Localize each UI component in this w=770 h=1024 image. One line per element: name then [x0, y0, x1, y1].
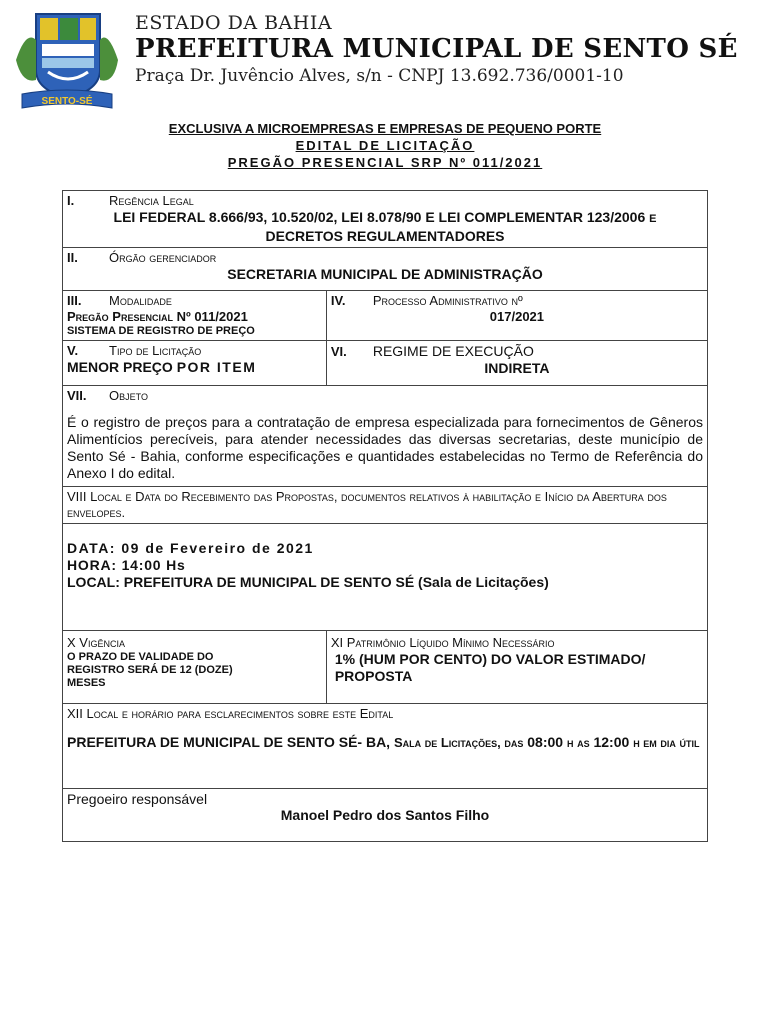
value-tipo-licitacao: MENOR PREÇO POR ITEM	[67, 359, 257, 375]
label-orgao-gerenciador: Órgão gerenciador	[109, 250, 217, 265]
label-patrimonio: XI Patrimônio Líquido Mínimo Necessário	[330, 635, 555, 650]
value-pregoeiro: Manoel Pedro dos Santos Filho	[280, 807, 490, 823]
document-titles	[0, 120, 770, 171]
label-modalidade: Modalidade	[109, 293, 172, 308]
cell-patrimonio	[326, 631, 707, 704]
label-tipo-licitacao: Tipo de Licitação	[109, 343, 202, 358]
cell-regime-execucao: VI. REGIME DE EXECUÇÃO INDIRETA	[326, 341, 707, 386]
value-regime-execucao: INDIRETA	[484, 360, 550, 376]
municipal-coat-of-arms-logo	[8, 10, 126, 112]
cell-processo-administrativo: IV. Processo Administrativo nº 017/2021	[326, 291, 707, 341]
value-esclarecimentos: PREFEITURA DE MUNICIPAL DE SENTO SÉ- BA, Sala de Licitações, das 08:00 h as 12:00 h em dia útil	[67, 734, 700, 750]
value-local: LOCAL: PREFEITURA DE MUNICIPAL DE SENTO SÉ (Sala de Licitações)	[67, 574, 549, 590]
row-orgao-gerenciador: II. Órgão gerenciador SECRETARIA MUNICIPAL DE ADMINISTRAÇÃO	[63, 248, 708, 291]
row-modalidade-processo	[63, 291, 708, 341]
row-esclarecimentos	[63, 704, 708, 789]
title-edital: EDITAL DE LICITAÇÃO	[295, 138, 475, 153]
value-processo: 017/2021	[489, 309, 545, 324]
label-objeto: Objeto	[109, 388, 148, 403]
value-vigencia: O PRAZO DE VALIDADE DO REGISTRO SERÁ DE 12 (DOZE) MESES	[67, 651, 233, 689]
label-local-data: VIII Local e Data do Recebimento das Propostas, documentos relativos à habilitação e Início da Abertura dos envelopes.	[67, 489, 667, 520]
svg-text:SENTO-SÉ: SENTO-SÉ	[41, 96, 93, 107]
row-local-data-label	[63, 487, 708, 524]
value-regencia-legal: LEI FEDERAL 8.666/93, 10.520/02, LEI 8.078/90 E LEI COMPLEMENTAR 123/2006 E DECRETOS REGULAMENTADORES	[113, 209, 657, 244]
header-address: Praça Dr. Juvêncio Alves, s/n - CNPJ 13.692.736/0001-10	[135, 66, 624, 86]
document-header	[0, 0, 770, 115]
label-regencia-legal: Regência Legal	[109, 193, 194, 208]
label-processo: Processo Administrativo nº	[372, 293, 523, 308]
label-regime-execucao: REGIME DE EXECUÇÃO	[372, 343, 534, 359]
value-patrimonio: 1% (HUM POR CENTO) DO VALOR ESTIMADO/ PROPOSTA	[334, 651, 646, 684]
label-pregoeiro: Pregoeiro responsável	[67, 791, 208, 807]
label-esclarecimentos: XII Local e horário para esclarecimentos sobre este Edital	[67, 706, 394, 721]
value-sistema-registro: SISTEMA DE REGISTRO DE PREÇO	[67, 325, 255, 337]
value-orgao-gerenciador: SECRETARIA MUNICIPAL DE ADMINISTRAÇÃO	[227, 266, 543, 282]
cell-tipo-licitacao: V. Tipo de Licitação MENOR PREÇO POR ITEM	[63, 341, 327, 386]
value-hora: HORA: 14:00 Hs	[67, 557, 186, 573]
row-local-data-values	[63, 524, 708, 631]
value-data: DATA: 09 de Fevereiro de 2021	[67, 540, 314, 556]
title-exclusive: EXCLUSIVA A MICROEMPRESAS E EMPRESAS DE PEQUENO PORTE	[168, 121, 602, 136]
row-regencia-legal: I. Regência Legal LEI FEDERAL 8.666/93, 10.520/02, LEI 8.078/90 E LEI COMPLEMENTAR 123/2006 E DECRETOS REGULAMENTADORES	[63, 191, 708, 248]
header-state: ESTADO DA BAHIA	[135, 12, 333, 34]
cell-vigencia	[63, 631, 327, 704]
value-objeto: É o registro de preços para a contratação de empresa especializada para fornecimentos de Gêneros Alimentícios perecíveis, para atender necessidades das diversas secretarias, deste município de Sento Sé - Bahia, conforme especificações e quantidades estabelecidas no Termo de Referência do Anexo I do edital.	[67, 414, 703, 481]
value-modalidade: Pregão Presencial Nº 011/2021	[67, 309, 248, 324]
row-tipo-regime	[63, 341, 708, 386]
row-vigencia-patrimonio	[63, 631, 708, 704]
title-pregao: PREGÃO PRESENCIAL SRP Nº 011/2021	[227, 155, 543, 170]
row-objeto: VII. Objeto É o registro de preços para a contratação de empresa especializada para fornecimentos de Gêneros Alimentícios perecíveis, para atender necessidades das diversas secretarias, deste município de Sento Sé - Bahia, conforme especificações e quantidades estabelecidas no Termo de Referência do Anexo I do edital.	[63, 386, 708, 487]
header-prefeitura: PREFEITURA MUNICIPAL DE SENTO SÉ	[135, 34, 738, 64]
row-pregoeiro	[63, 789, 708, 842]
cell-modalidade: III. Modalidade Pregão Presencial Nº 011/2021 SISTEMA DE REGISTRO DE PREÇO	[63, 291, 327, 341]
label-vigencia: X Vigência	[67, 635, 125, 650]
edital-summary-table	[62, 190, 708, 842]
